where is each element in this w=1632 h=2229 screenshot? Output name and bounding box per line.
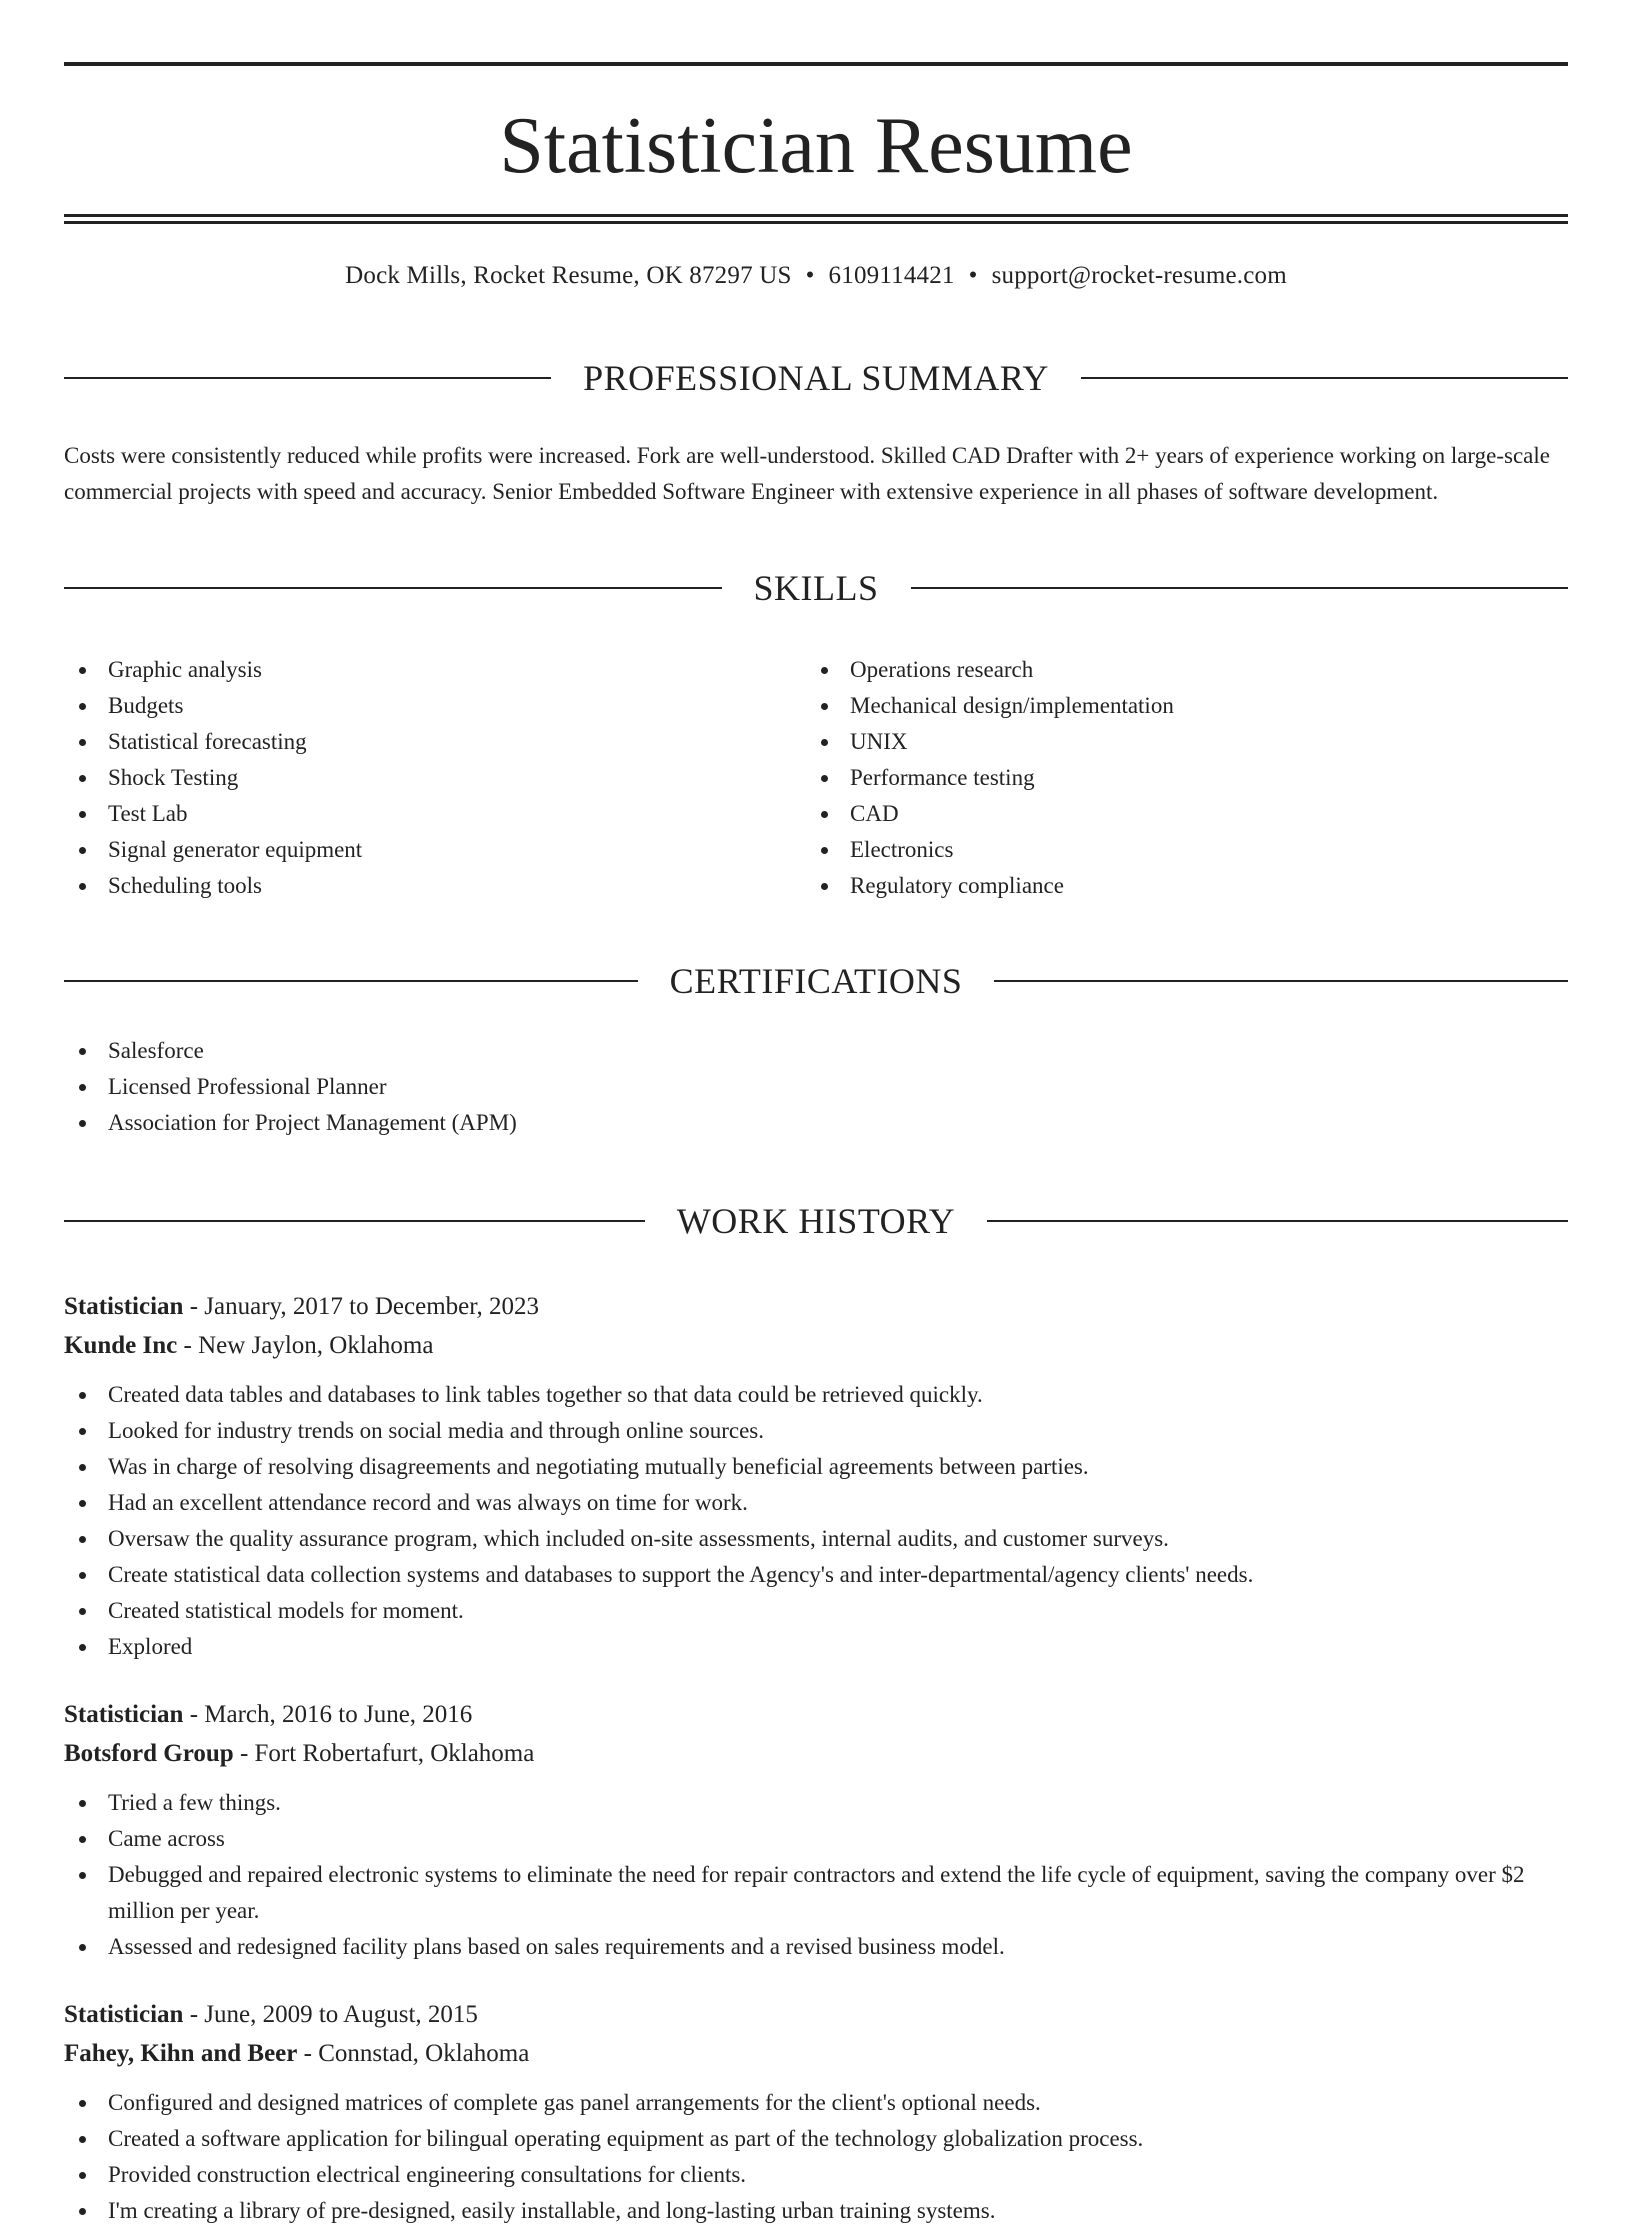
skills-list xyxy=(64,652,1568,904)
heading-rule-right xyxy=(1081,377,1568,379)
job-company: Kunde Inc xyxy=(64,1332,178,1359)
work-history-heading-label: WORK HISTORY xyxy=(676,1201,956,1242)
skill-item: Statistical forecasting xyxy=(64,724,806,760)
skills-column-right xyxy=(806,652,1548,904)
skill-item: Operations research xyxy=(806,652,1548,688)
heading-rule-left xyxy=(64,377,551,379)
skills-heading-label: SKILLS xyxy=(753,567,879,608)
heading-rule-right xyxy=(987,1220,1568,1222)
contact-separator: • xyxy=(805,262,815,289)
certification-item: Association for Project Management (APM) xyxy=(64,1105,1568,1141)
job-entry xyxy=(64,1695,1568,1965)
job-company: Botsford Group xyxy=(64,1740,234,1767)
skill-item: CAD xyxy=(806,796,1548,832)
job-dash: - xyxy=(297,2040,319,2067)
job-company-line xyxy=(64,1734,1568,1773)
job-title: Statistician xyxy=(64,2001,184,2028)
job-entry xyxy=(64,1995,1568,2229)
job-company: Fahey, Kihn and Beer xyxy=(64,2040,298,2067)
job-dash: - xyxy=(183,2001,205,2028)
skill-item: Graphic analysis xyxy=(64,652,806,688)
job-dates: June, 2009 to August, 2015 xyxy=(204,2001,478,2028)
job-bullet: Created data tables and databases to link tables together so that data could be retrieved quickly. xyxy=(64,1377,1568,1413)
job-title: Statistician xyxy=(64,1701,184,1728)
contact-phone: 6109114421 xyxy=(828,262,955,289)
job-dash: - xyxy=(183,1701,205,1728)
title-double-rule xyxy=(64,214,1568,224)
certifications-heading-label: CERTIFICATIONS xyxy=(669,961,963,1002)
skill-item: Signal generator equipment xyxy=(64,832,806,868)
contact-address: Dock Mills, Rocket Resume, OK 87297 US xyxy=(345,262,792,289)
job-bullet: Came across xyxy=(64,1821,1568,1857)
certification-item: Licensed Professional Planner xyxy=(64,1069,1568,1105)
heading-rule-right xyxy=(911,587,1569,589)
job-bullet: Create statistical data collection systems and databases to support the Agency's and inter-departmental/agency clients' needs. xyxy=(64,1557,1568,1593)
job-bullet: Explored xyxy=(64,1629,1568,1665)
job-bullets xyxy=(64,1377,1568,1665)
job-bullet: Created statistical models for moment. xyxy=(64,1593,1568,1629)
top-rule xyxy=(64,62,1568,66)
contact-email: support@rocket-resume.com xyxy=(991,262,1287,289)
job-location: Connstad, Oklahoma xyxy=(318,2040,530,2067)
heading-rule-left xyxy=(64,587,722,589)
skills-column-left xyxy=(64,652,806,904)
job-bullet: Provided construction electrical engineering consultations for clients. xyxy=(64,2157,1568,2193)
skills-heading xyxy=(64,536,1568,640)
job-title-line xyxy=(64,1995,1568,2034)
skill-item: Shock Testing xyxy=(64,760,806,796)
job-title-line xyxy=(64,1287,1568,1326)
job-location: Fort Robertafurt, Oklahoma xyxy=(254,1740,535,1767)
job-title: Statistician xyxy=(64,1293,184,1320)
job-company-line xyxy=(64,1326,1568,1365)
skill-item: Regulatory compliance xyxy=(806,868,1548,904)
job-bullet: Configured and designed matrices of complete gas panel arrangements for the client's optional needs. xyxy=(64,2085,1568,2121)
job-entry xyxy=(64,1287,1568,1665)
job-bullet: Tried a few things. xyxy=(64,1785,1568,1821)
job-dash: - xyxy=(233,1740,255,1767)
heading-rule-right xyxy=(994,980,1568,982)
job-bullets xyxy=(64,2085,1568,2229)
job-dates: March, 2016 to June, 2016 xyxy=(204,1701,473,1728)
job-bullet: Assessed and redesigned facility plans based on sales requirements and a revised business model. xyxy=(64,1929,1568,1965)
summary-heading-label: PROFESSIONAL SUMMARY xyxy=(583,357,1049,398)
skill-item: Mechanical design/implementation xyxy=(806,688,1548,724)
job-location: New Jaylon, Oklahoma xyxy=(198,1332,434,1359)
skill-item: Electronics xyxy=(806,832,1548,868)
resume-page xyxy=(0,62,1632,2223)
job-bullet: I'm creating a library of pre-designed, easily installable, and long-lasting urban training systems. xyxy=(64,2193,1568,2229)
heading-rule-left xyxy=(64,1220,645,1222)
skill-item: Scheduling tools xyxy=(64,868,806,904)
resume-title: Statistician Resume xyxy=(499,102,1133,190)
job-dates: January, 2017 to December, 2023 xyxy=(204,1293,540,1320)
job-bullet: Was in charge of resolving disagreements and negotiating mutually beneficial agreements between parties. xyxy=(64,1449,1568,1485)
job-dash: - xyxy=(183,1293,205,1320)
contact-line xyxy=(64,260,1568,292)
skill-item: Test Lab xyxy=(64,796,806,832)
job-bullet: Oversaw the quality assurance program, which included on-site assessments, internal audits, and customer surveys. xyxy=(64,1521,1568,1557)
skill-item: Performance testing xyxy=(806,760,1548,796)
job-bullet: Looked for industry trends on social media and through online sources. xyxy=(64,1413,1568,1449)
job-bullet: Created a software application for bilingual operating equipment as part of the technology globalization process. xyxy=(64,2121,1568,2157)
certification-item: Salesforce xyxy=(64,1033,1568,1069)
job-dash: - xyxy=(177,1332,199,1359)
contact-separator: • xyxy=(968,262,978,289)
work-history-heading xyxy=(64,1169,1568,1273)
certifications-heading xyxy=(64,930,1568,1034)
job-bullet: Had an excellent attendance record and was always on time for work. xyxy=(64,1485,1568,1521)
heading-rule-left xyxy=(64,980,638,982)
skill-item: UNIX xyxy=(806,724,1548,760)
summary-text: Costs were consistently reduced while profits were increased. Fork are well-understood. Skilled CAD Drafter with 2+ years of experience working on large-scale commercial projects with speed and accuracy. Senior Embedded Software Engineer with extensive experience in all phases of software development. xyxy=(64,442,1550,504)
job-bullets xyxy=(64,1785,1568,1965)
job-company-line xyxy=(64,2034,1568,2073)
job-title-line xyxy=(64,1695,1568,1734)
certifications-list xyxy=(64,1033,1568,1141)
skill-item: Budgets xyxy=(64,688,806,724)
job-bullet: Debugged and repaired electronic systems to eliminate the need for repair contractors and extend the life cycle of equipment, saving the company over $2 million per year. xyxy=(64,1857,1568,1929)
summary-heading xyxy=(64,326,1568,430)
